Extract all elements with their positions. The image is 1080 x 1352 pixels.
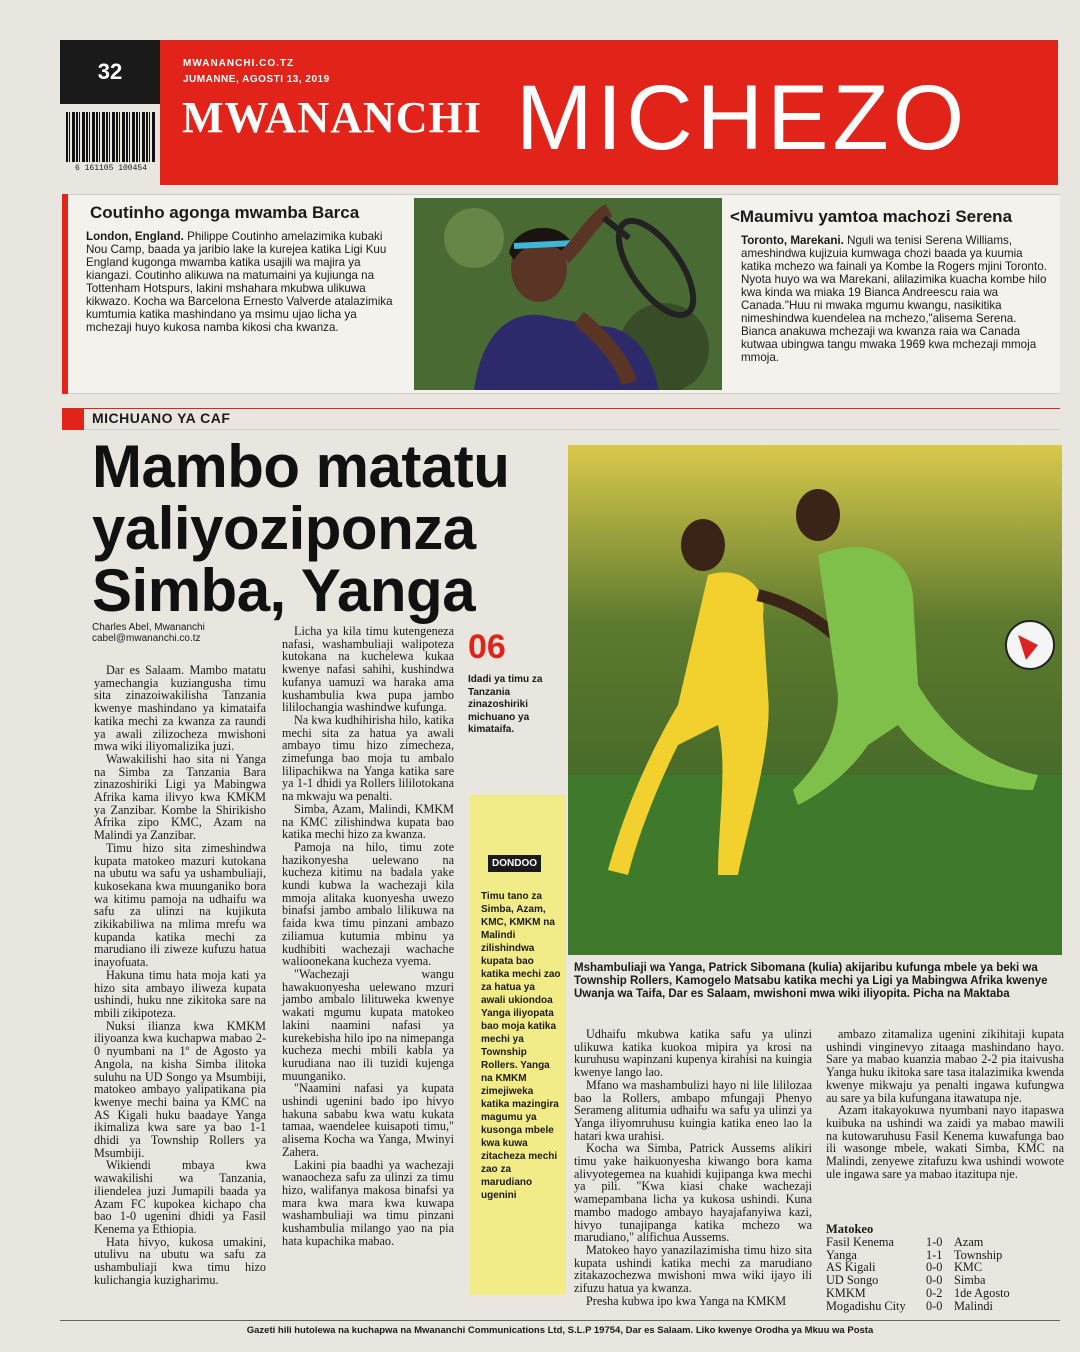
result-home: Yanga xyxy=(826,1247,857,1262)
result-score: 1-0 xyxy=(926,1235,943,1249)
paragraph: "Wachezaji wangu hawakuonyesha uelewano mzuri jambo ambalo lilituweka kwenye wakati mgumu kupata matokeo lakini naamini nafasi ya kurekebisha hilo ipo na nimepanga kucheza mechi mbili kabla ya kurudiana nao ili tuzidi kujenga muunganiko. xyxy=(282,966,454,1083)
story1-title: Coutinho agonga mwamba Barca xyxy=(90,203,360,222)
dondoo-label: DONDOO xyxy=(488,855,541,872)
paragraph: Hakuna timu hata moja kati ya hizo sita ambayo iliweza kupata ushindi, huku nne zikitoka sare na mbili zikipoteza. xyxy=(94,967,266,1020)
paragraph: Hata hivyo, kukosa umakini, utulivu na ubutu wa safu za ushambuliaji kwa timu hizo kulichangia kuzigharimu. xyxy=(94,1234,266,1287)
paragraph: Kocha wa Simba, Patrick Aussems alikiri timu yake haikuonyesha kiwango bora kama alivyotegemea na kuahidi kujipanga kwa mechi ya pili. "Kwa kiasi chake wachezaji wamepambana licha ya kukosa ushindi. Kuna mambo madogo ambayo hayajafanyiwa kazi, hivyo tunajipanga katika mchezo wa marudiano," alifichua Aussems. xyxy=(574,1141,812,1245)
paragraph: Timu hizo sita zimeshindwa kupata matokeo mazuri kutokana na ubutu wa safu ya ushambuliaji, kukosekana kwa muunganiko bora wa kitimu pamoja na udhaifu wa safu za ulinzi na kujikuta zikikabiliwa na mlima mrefu wa kupanda katika mechi za marudiano ili ziweze kufuzu hatua inayofuata. xyxy=(94,840,266,970)
result-away: Simba xyxy=(954,1273,986,1288)
story1-text: Philippe Coutinho amelazimika kubaki Nou Camp, baada ya jaribio lake la kurejea katika Ligi Kuu England kugonga mwamba katika usajili wa majira ya kiangazi. Coutinho alikuwa na matumaini ya kujiunga na Tottenham Hotspurs, lakini mshahara mkubwa ulikuwa kikwazo. Kocha wa Barcelona Ernesto Valverde atalazimika kumtumia katika mashindano ya msimu ujao licha ya mchezaji huyo kukosa namba kikosi cha kwanza. xyxy=(86,230,393,334)
result-row xyxy=(826,1287,1066,1300)
story1-body xyxy=(86,230,402,334)
byline-email: cabel@mwananchi.co.tz xyxy=(92,633,201,644)
paragraph: Wikiendi mbaya kwa wawakilishi wa Tanzania, iliendelea juzi Jumapili baada ya Azam FC kupokea kichapo cha bao 1-0 ugenini dhidi ya Fasil Kenema ya Ethiopia. xyxy=(94,1158,266,1236)
byline-name: Charles Abel, Mwananchi xyxy=(92,622,205,633)
result-away: Malindi xyxy=(954,1298,993,1313)
story2-dateline: Toronto, Marekani. xyxy=(741,234,844,247)
site-url: MWANANCHI.CO.TZ xyxy=(183,58,295,69)
footer-rule xyxy=(60,1320,1060,1321)
article-column-3 xyxy=(574,1028,812,1307)
article-column-2 xyxy=(282,625,454,1247)
paragraph: Simba, Azam, Malindi, KMKM na KMC zilishindwa kupata bao katika mechi hizo za kwanza. xyxy=(282,801,454,842)
paragraph: Azam itakayokuwa nyumbani nayo itapaswa kuibuka na ushindi wa zaidi ya mabao mawili na kutowaruhusu Fasil Kenema kuwafunga bao ili wasonge mbele, wakati Simba, KMC na Malindi, zenyewe zitafuzu kwa ushindi wowote ule ingawa sare ya mabao itazitupa nje. xyxy=(826,1103,1064,1181)
result-score: 0-0 xyxy=(926,1260,943,1275)
result-home: UD Songo xyxy=(826,1273,879,1288)
section-label-marker xyxy=(62,408,84,430)
result-home: AS Kigali xyxy=(826,1260,876,1275)
paragraph: Udhaifu mkubwa katika safu ya ulinzi ulikuwa katika kuokoa mipira ya krosi na kuruhusu wapinzani kupenya kirahisi na kuingia kwenye lango lao. xyxy=(574,1027,812,1080)
story1-dateline: London, England. xyxy=(86,230,184,243)
result-home: KMKM xyxy=(826,1285,866,1300)
paragraph: Presha kubwa ipo kwa Yanga na KMKM xyxy=(586,1293,787,1308)
article-column-1 xyxy=(94,664,266,1286)
result-score: 0-0 xyxy=(926,1273,943,1288)
story2-title: <Maumivu yamtoa machozi Serena xyxy=(730,207,1013,226)
paragraph: Wawakilishi hao sita ni Yanga na Simba za Tanzania Bara zinazoshiriki Ligi ya Mabingwa Afrika kama ilivyo kwa KMKM ya Zanzibar. Kombe la Shirikisho Afrika zipo KMC, Azam na Malindi ya Zanzibar. xyxy=(94,751,266,843)
dondoo-text: Timu tano za Simba, Azam, KMC, KMKM na Malindi zilishindwa kupata bao katika mechi zao za hatua ya awali ukiondoa Yanga iliyopata bao moja katika mechi ya Township Rollers. Yanga na KMKM zimejiweka katika mazingira magumu ya kusonga mbele kwa kuwa zitacheza mechi zao za marudiano ugenini xyxy=(481,891,561,1201)
paragraph: Nuksi ilianza kwa KMKM iliyoanza kwa kuchapwa mabao 2-0 nyumbani na 1º de Agosto ya Angola, na kisha Simba ilitoka suluhu na UD Songo ya Msumbiji, matokeo ambayo yalipatikana pia kwenye mechi baina ya KMC na AS Kigali huku baadaye Yanga ikimaliza kwa sare ya bao 1-1 dhidi ya Township Rollers ya Msumbiji. xyxy=(94,1018,266,1160)
result-home: Mogadishu City xyxy=(826,1298,906,1313)
paragraph: Na kwa kudhihirisha hilo, katika mechi sita za hatua ya awali ambayo timu hizo zimecheza, zimefunga bao moja tu ambalo lilipachikwa na Yanga katika sare ya 1-1 dhidi ya Rollers lililotokana na mkwaju wa penalti. xyxy=(282,712,454,804)
match-photo xyxy=(568,445,1062,955)
paragraph: Lakini pia baadhi ya wachezaji wanaocheza safu za ulinzi za timu hizo, walifanya makosa binafsi ya mara kwa mara kwa kuwapa washambuliaji wa timu pinzani kushambulia milango yao na pia hata kupachika mabao. xyxy=(282,1157,454,1248)
serena-photo xyxy=(414,198,722,390)
paragraph: Matokeo hayo yanazilazimisha timu hizo sita kupata ushindi katika mechi za marudiano zitakazochezwa mwishoni mwa wiki ijayo ili zifuzu hatua ya kwanza. xyxy=(574,1242,812,1296)
result-score: 0-2 xyxy=(926,1285,943,1300)
section-label: MICHUANO YA CAF xyxy=(92,410,231,426)
result-away: 1de Agosto xyxy=(954,1285,1010,1300)
results-table xyxy=(826,1236,1066,1312)
page-number: 32 xyxy=(60,40,160,104)
paragraph: Pamoja na hilo, timu zote hazikonyesha uelewano na kucheza kitimu na badala yake kundi kubwa la wachezaji kila mmoja alitaka kuonyesha uwezo binafsi jambo ambalo lilikuwa na faida kwa timu pinzani ambazo ziliamua kutumia mbinu ya kudhibiti wachezaji wachache walioonekana kucheza vyema. xyxy=(282,839,454,969)
paragraph: ambazo zitamaliza ugenini zikihitaji kupata ushindi vinginevyo zitaaga mashindano hayo. Sare ya mabao kuanzia mabao 2-2 pia itaivusha Yanga huku ikitoka sare tasa italazimika kwenda kwenye mikwaju ya penalti ingawa kufungwa au sare ya bila kufungana itawatupa nje. xyxy=(826,1027,1064,1105)
barcode-number: 6 161105 100454 xyxy=(74,164,147,173)
story2-text: Nguli wa tenisi Serena Williams, ameshindwa kujizuia kumwaga chozi baada ya kuumia katika mchezo wa fainali ya Kombe la Rogers mjini Toronto. Nyota huyo wa wa Marekani, alilazimika kuacha kombe hilo kwa kinda wa miaka 19 Bianca Andreescu raia wa Canada."Huu ni mwaka mgumu kwangu, nasikitika nimeshindwa kuendelea na mchezo,"alisema Serena. Bianca anakuwa mchezaji wa kwanza raia wa Canada kutwaa ubingwa tangu mwaka 1969 kwa mchezaji mmoja mmoja. xyxy=(741,234,1047,364)
paragraph: Dar es Salaam. Mambo matatu yamechangia kuziangusha timu sita zinazoiwakilisha Tanzania kwenye mashindano ya kimataifa katika mechi za kwanza za raundi ya awali zilizocheza mwishoni mwa wiki iliyomalizika juzi. xyxy=(94,663,266,754)
result-away: KMC xyxy=(954,1260,983,1275)
results-title: Matokeo xyxy=(826,1222,874,1236)
serena-photo-illustration xyxy=(414,198,722,390)
result-score: 0-0 xyxy=(926,1298,943,1313)
stat-number: 06 xyxy=(468,628,506,666)
byline xyxy=(92,622,205,644)
stat-text: Idadi ya timu za Tanzania zinazoshiriki michuano ya kimataifa. xyxy=(468,674,543,735)
result-row xyxy=(826,1236,1066,1249)
match-photo-illustration xyxy=(568,445,1062,955)
result-score: 1-1 xyxy=(926,1247,943,1262)
barcode xyxy=(66,112,156,176)
result-row xyxy=(826,1300,1066,1313)
article-headline: Mambo matatu yaliyoziponza Simba, Yanga xyxy=(92,433,510,624)
barcode-bars xyxy=(66,112,156,162)
photo-caption: Mshambuliaji wa Yanga, Patrick Sibomana (kulia) akijaribu kufunga mbele ya beki wa Township Rollers, Kamogelo Matsabu katika mechi ya Ligi ya Mabingwa Afrika kwenye Uwanja wa Taifa, Dar es Salaam, mwishoni mwa wiki iliyopita. Picha na Maktaba xyxy=(574,962,1048,1000)
section-name: MICHEZO xyxy=(516,67,969,169)
paper-name: MWANANCHI xyxy=(182,93,482,142)
result-home: Fasil Kenema xyxy=(826,1235,894,1249)
result-away: Azam xyxy=(954,1235,984,1249)
strip-accent-left xyxy=(62,194,68,394)
issue-date: JUMANNE, AGOSTI 13, 2019 xyxy=(183,74,330,85)
paragraph: Mfano wa mashambulizi hayo ni lile lililozaa bao la Rollers, ambapo mfungaji Phenyo Serameng alitumia udhaifu wa safu ya ulinzi ya Yanga iliyomruhusu kuingia katika eneo lao la hatari kwa urahisi. xyxy=(574,1077,812,1143)
article-column-4 xyxy=(826,1028,1064,1180)
paragraph: Licha ya kila timu kutengeneza nafasi, washambuliaji walipoteza kutokana na kuchelewa kukaa kwenye nafasi sahihi, kushindwa kufanya uamuzi wa haraka ama kushambulia kwa pupa jambo lililochangia washindwe kufunga. xyxy=(282,624,454,715)
story2-body xyxy=(741,234,1053,364)
result-away: Township xyxy=(954,1247,1003,1262)
paragraph: "Naamini nafasi ya kupata ushindi ugenini bado ipo hivyo hakuna sababu kwa watu kukata tamaa, waendelee kuisapoti timu," alisema Kocha wa Yanga, Mwinyi Zahera. xyxy=(282,1081,454,1159)
footer-notice: Gazeti hili hutolewa na kuchapwa na Mwananchi Communications Ltd, S.L.P 19754, Dar es Salaam. Liko kwenye Orodha ya Mkuu wa Posta xyxy=(246,1325,874,1336)
result-row xyxy=(826,1274,1066,1287)
